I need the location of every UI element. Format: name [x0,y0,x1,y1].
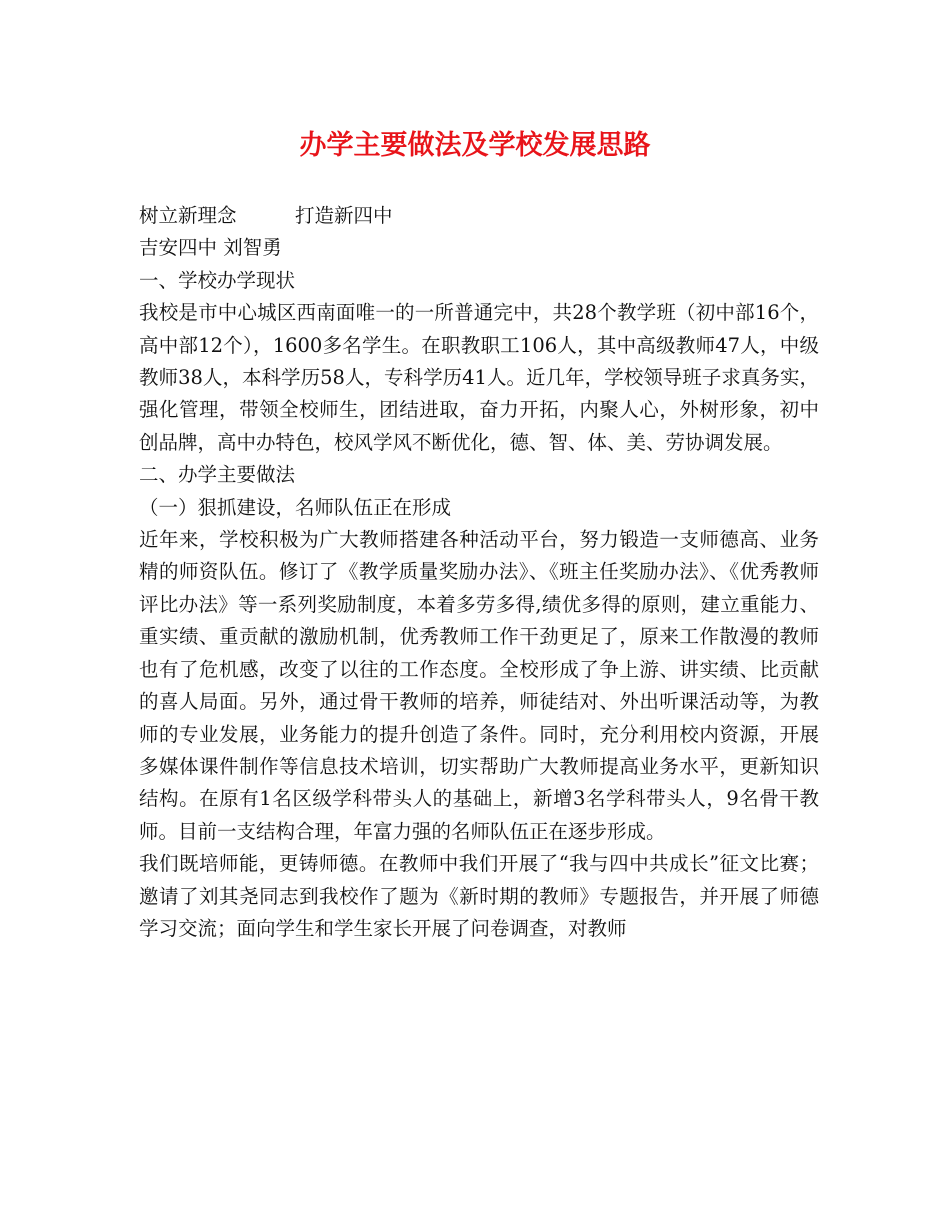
paragraph-status: 我校是市中心城区西南面唯一的一所普通完中，共28个教学班（初中部16个，高中部12个），1600多名学生。在职教职工106人，其中高级教师47人，中级教师38人，本科学历58人，专科学历41人。近几年，学校领导班子求真务实，强化管理，带领全校师生，团结进取，奋力开拓，内聚人心，外树形象，初中创品牌，高中办特色，校风学风不断优化，德、智、体、美、劳协调发展。 [139,301,819,454]
section-heading-status: 一、学校办学现状 [139,268,296,292]
section-heading-practices: 二、办学主要做法 [139,463,296,487]
document-body [139,200,819,945]
paragraph-teachers-1: 近年来，学校积极为广大教师搭建各种活动平台，努力锻造一支师德高、业务精的师资队伍。修订了《教学质量奖励办法》、《班主任奖励办法》、《优秀教师评比办法》等一系列奖励制度，本着多劳多得,绩优多得的原则，建立重能力、重实绩、重贡献的激励机制，优秀教师工作干劲更足了，原来工作散漫的教师也有了危机感，改变了以往的工作态度。全校形成了争上游、讲实绩、比贡献的喜人局面。另外，通过骨干教师的培养，师徒结对、外出听课活动等，为教师的专业发展，业务能力的提升创造了条件。同时，充分利用校内资源，开展多媒体课件制作等信息技术培训，切实帮助广大教师提高业务水平，更新知识结构。在原有1名区级学科带头人的基础上，新增3名学科带头人，9名骨干教师。目前一支结构合理，年富力强的名师队伍正在逐步形成。 [139,528,819,843]
subtitle: 树立新理念 打造新四中 [139,204,393,227]
author-line: 吉安四中 刘智勇 [139,236,282,260]
paragraph-teachers-2: 我们既培师能，更铸师德。在教师中我们开展了“我与四中共成长”征文比赛；邀请了刘其尧同志到我校作了题为《新时期的教师》专题报告，并开展了师德学习交流；面向学生和学生家长开展了问卷调查，对教师 [139,852,819,940]
document-title: 办学主要做法及学校发展思路 [299,130,651,161]
subsection-heading-teachers: （一）狠抓建设，名师队伍正在形成 [139,495,452,519]
